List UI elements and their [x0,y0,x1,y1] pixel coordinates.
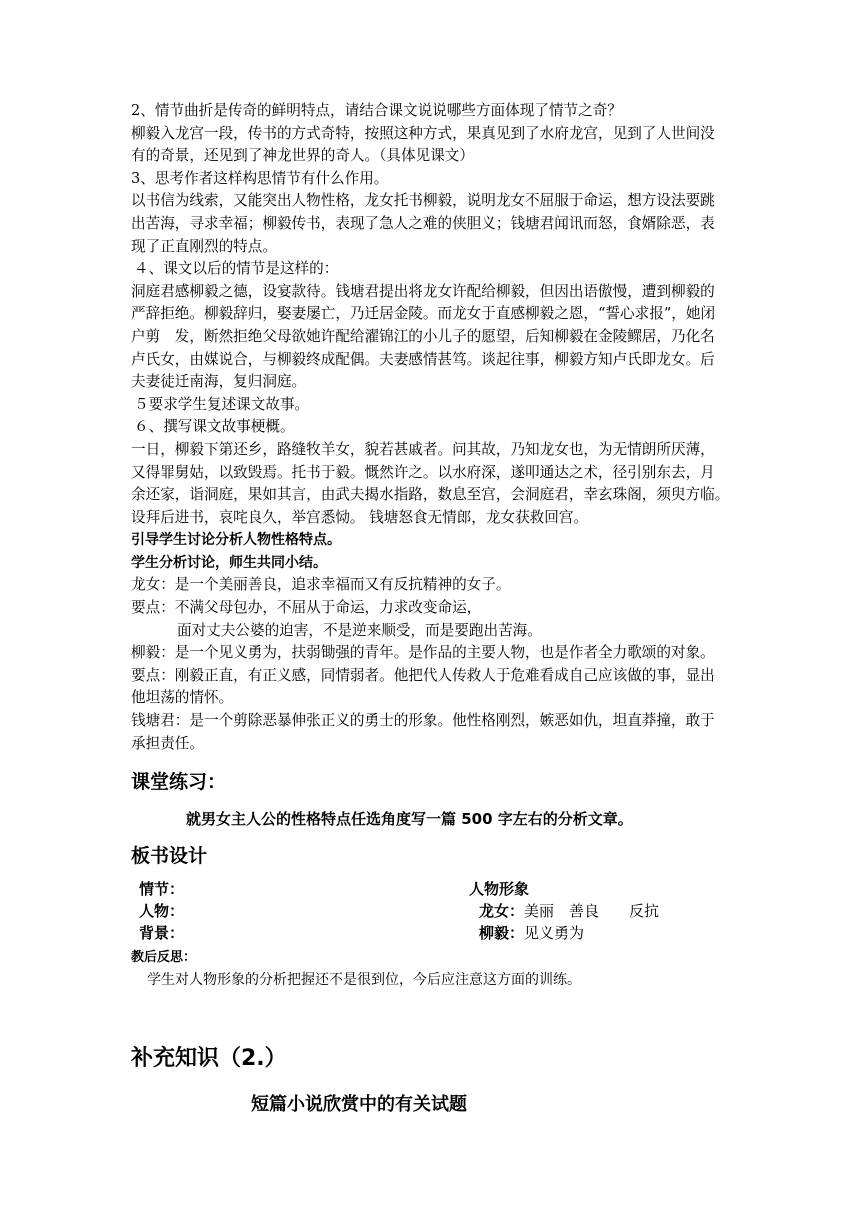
board-design [131,878,731,946]
board-character-label: 人物： [139,902,185,921]
q6-answer-line: 一日，柳毅下第还乡，路缝牧羊女，貌若甚戚者。问其故，乃知龙女也，为无情朗所厌薄， [131,440,715,458]
q6-answer-line: 又得罪舅姑，以致毁焉。托书于毅。慨然许之。以水府深，遂叩通达之术，径引别东去，月 [131,463,715,481]
qiantang-summary: 钱塘君：是一个剪除恶暴伸张正义的勇士的形象。他性格刚烈，嫉恶如仇，坦直莽撞，敢于 [131,712,715,730]
liuyi-points: 要点：刚毅正直，有正义感，同情弱者。他把代人传救人于危难看成自己应该做的事，显出 [131,666,715,684]
q2-answer-line: 有的奇景，还见到了神龙世界的奇人。（具体见课文） [131,147,474,165]
q3-answer-line: 现了正直刚烈的特点。 [131,237,277,255]
qiantang-summary: 承担责任。 [131,734,204,752]
board-longnv-row [479,900,659,921]
q4-answer-line: 洞庭君感柳毅之德，设宴款待。钱塘君提出将龙女许配给柳毅，但因出语傲慢，遭到柳毅的 [131,282,715,300]
board-plot-label: 情节： [139,880,185,899]
q6-title: ６、撰写课文故事梗概。 [134,418,295,436]
supplement-subheading: 短篇小说欣赏中的有关试题 [251,1094,467,1116]
q4-answer-line: 夫妻徒迁南海，复归洞庭。 [131,373,307,391]
q4-answer-line: 严辞拒绝。柳毅辞归，娶妻屡亡，乃迁居金陵。而龙女于直感柳毅之恩，“誓心求报”，她闭 [131,305,716,323]
board-liuyi-label: 柳毅： [479,924,525,943]
reflection-heading: 教后反思： [131,950,197,966]
q5-title: ５要求学生复述课文故事。 [134,395,310,413]
supplement-heading: 补充知识（2.） [131,1046,287,1072]
q4-answer-line: 卢氏女，由媒说合，与柳毅终成配偶。夫妻感情甚笃。谈起往事，柳毅方知卢氏即龙女。后 [131,350,715,368]
board-heading: 板书设计 [131,845,208,868]
longnv-points: 面对丈夫公婆的迫害，不是逆来顺受，而是要跑出苦海。 [177,621,542,639]
board-liuyi-traits: 见义勇为 [524,924,585,943]
q6-answer-line: 余还家，诣洞庭，果如其言，由武夫揭水指路，数息至宫，会洞庭君，幸玄珠阁，须臾方临。 [131,486,730,504]
q2-title: 2、情节曲折是传奇的鲜明特点，请结合课文说说哪些方面体现了情节之奇？ [131,102,622,119]
q3-answer-line: 出苦海，寻求幸福；柳毅传书，表现了急人之难的侠胆义；钱塘君闻讯而怒，食婿除恶，表 [131,214,715,232]
board-liuyi-row [479,922,584,943]
longnv-points: 要点：不满父母包办，不屈从于命运，力求改变命运， [131,599,482,617]
board-image-label: 人物形象 [469,880,530,899]
q3-title: 3、思考作者这样构思情节有什么作用。 [131,169,389,187]
reflection-text: 学生对人物形象的分析把握还不是很到位，今后应注意这方面的训练。 [147,972,581,989]
board-longnv-label: 龙女： [479,902,525,921]
guide-heading: 引导学生讨论分析人物性格特点。 [131,532,341,549]
document-page [131,100,731,1116]
exercise-heading: 课堂练习： [131,771,227,794]
board-background-label: 背景： [139,924,185,943]
liuyi-points: 他坦荡的情怀。 [131,689,234,707]
q3-answer-line: 以书信为线索，又能突出人物性格，龙女托书柳毅，说明龙女不屈服于命运，想方设法要跳 [131,192,715,210]
guide-heading: 学生分析讨论，师生共同小结。 [131,554,327,571]
board-longnv-traits: 美丽 善良 反抗 [524,902,660,921]
q6-answer-line: 设拜后进书，哀咤良久，举宫悉恸。 钱塘怒食无情郎，龙女获救回宫。 [131,508,589,526]
liuyi-summary: 柳毅：是一个见义勇为，扶弱锄强的青年。是作品的主要人物，也是作者全力歌颂的对象。 [131,644,715,662]
q4-answer-line: 户剪 发，断然拒绝父母欲她许配给濯锦江的小儿子的愿望，后知柳毅在金陵鳏居，乃化名 [131,327,715,345]
longnv-summary: 龙女：是一个美丽善良，追求幸福而又有反抗精神的女子。 [131,576,511,594]
exercise-text: 就男女主人公的性格特点任选角度写一篇 500 字左右的分析文章。 [186,810,633,829]
q4-title: ４、课文以后的情节是这样的： [134,260,339,278]
q2-answer-line: 柳毅入龙宫一段，传书的方式奇特，按照这种方式，果真见到了水府龙宫，见到了人世间没 [131,124,715,142]
